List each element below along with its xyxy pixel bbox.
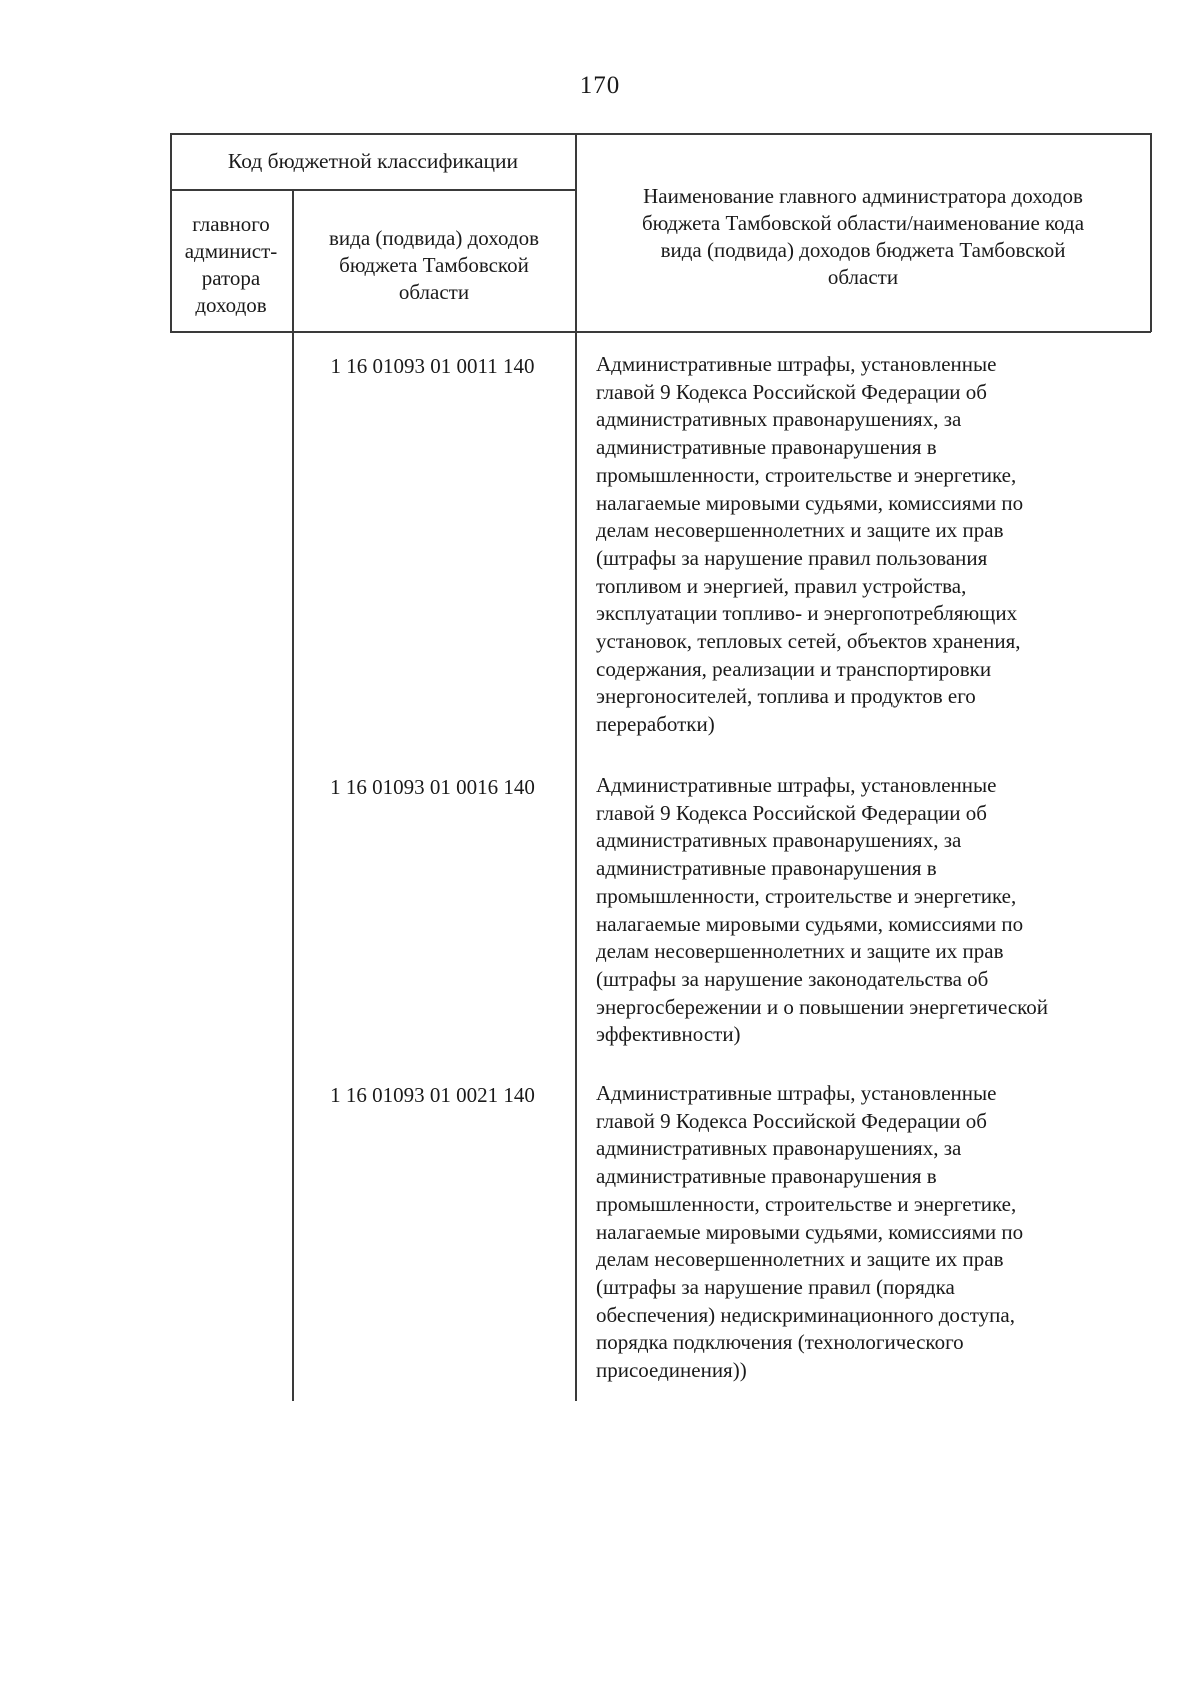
- description-line: присоединения)): [596, 1358, 747, 1383]
- description-line: установок, тепловых сетей, объектов хранения,: [596, 629, 1021, 654]
- header-top-border: [170, 133, 1151, 135]
- header-name: [578, 183, 1148, 291]
- description-line: энергосбережении и о повышении энергетической: [596, 994, 1049, 1019]
- header-name-line: бюджета Тамбовской области/наименование кода: [641, 211, 1085, 235]
- description-line: Административные штрафы, установленные: [596, 352, 997, 376]
- header-name-line: Наименование главного администратора доходов: [643, 184, 1083, 208]
- page-number: 170: [579, 72, 621, 99]
- description-line: делам несовершеннолетних и защите их прав: [596, 518, 1004, 543]
- description-line: промышленности, строительстве и энергетике,: [596, 1191, 1017, 1216]
- header-admin-line: ратора: [201, 266, 261, 290]
- header-right-border: [1150, 133, 1152, 332]
- description-line: промышленности, строительстве и энергетике,: [596, 883, 1017, 908]
- description-line: обеспечения) недискриминационного доступа,: [596, 1302, 1015, 1327]
- income-code: 1 16 01093 01 0016 140: [330, 775, 535, 799]
- description-line: содержания, реализации и транспортировки: [596, 656, 992, 681]
- description-line: главой 9 Кодекса Российской Федерации об: [596, 1108, 987, 1133]
- description-line: переработки): [596, 712, 715, 737]
- header-name-line: вида (подвида) доходов бюджета Тамбовской: [660, 238, 1066, 262]
- description-line: административные правонарушения в: [596, 856, 937, 881]
- header-group-title-text: Код бюджетной классификации: [227, 149, 519, 173]
- income-code: 1 16 01093 01 0011 140: [330, 354, 535, 378]
- description-line: налагаемые мировыми судьями, комиссиями по: [596, 911, 1024, 936]
- description-line: (штрафы за нарушение правил пользования: [596, 545, 988, 570]
- description-line: главой 9 Кодекса Российской Федерации об: [596, 800, 987, 825]
- description-line: Административные штрафы, установленные: [596, 1081, 997, 1105]
- column-divider-code-right: [575, 133, 577, 1401]
- column-divider-code-left: [292, 331, 294, 1401]
- header-admin-line: админист-: [184, 239, 278, 263]
- header-income-line: бюджета Тамбовской: [339, 253, 529, 277]
- header-admin-line: главного: [192, 212, 270, 236]
- description-line: (штрафы за нарушение законодательства об: [596, 966, 989, 991]
- description-line: административные правонарушения в: [596, 435, 937, 460]
- description-line: делам несовершеннолетних и защите их прав: [596, 939, 1004, 964]
- header-admin-line: доходов: [195, 293, 267, 317]
- description-line: Административные штрафы, установленные: [596, 773, 997, 797]
- header-income-code: [294, 225, 574, 306]
- description-line: энергоносителей, топлива и продуктов его: [596, 684, 976, 709]
- description-line: эксплуатации топливо- и энергопотребляющих: [596, 601, 1018, 626]
- income-description: [596, 772, 1136, 1049]
- header-group-title: [172, 148, 574, 175]
- header-admin-code: [172, 211, 290, 319]
- header-bottom-border: [170, 331, 1151, 333]
- header-income-line: вида (подвида) доходов: [329, 226, 539, 250]
- income-description: [596, 1080, 1136, 1385]
- description-line: промышленности, строительстве и энергетике,: [596, 462, 1017, 487]
- description-line: главой 9 Кодекса Российской Федерации об: [596, 379, 987, 404]
- header-name-line: области: [827, 265, 899, 289]
- header-group-divider: [170, 189, 576, 191]
- description-line: административных правонарушениях, за: [596, 407, 962, 432]
- description-line: порядка подключения (технологического: [596, 1330, 964, 1355]
- income-code: 1 16 01093 01 0021 140: [330, 1083, 535, 1107]
- income-description: [596, 351, 1136, 739]
- description-line: делам несовершеннолетних и защите их прав: [596, 1247, 1004, 1272]
- description-line: топливом и энергией, правил устройства,: [596, 573, 967, 598]
- description-line: административные правонарушения в: [596, 1164, 937, 1189]
- description-line: налагаемые мировыми судьями, комиссиями по: [596, 1219, 1024, 1244]
- description-line: административных правонарушениях, за: [596, 1136, 962, 1161]
- description-line: налагаемые мировыми судьями, комиссиями по: [596, 490, 1024, 515]
- description-line: административных правонарушениях, за: [596, 828, 962, 853]
- description-line: (штрафы за нарушение правил (порядка: [596, 1274, 955, 1299]
- description-line: эффективности): [596, 1022, 741, 1047]
- header-income-line: области: [398, 280, 470, 304]
